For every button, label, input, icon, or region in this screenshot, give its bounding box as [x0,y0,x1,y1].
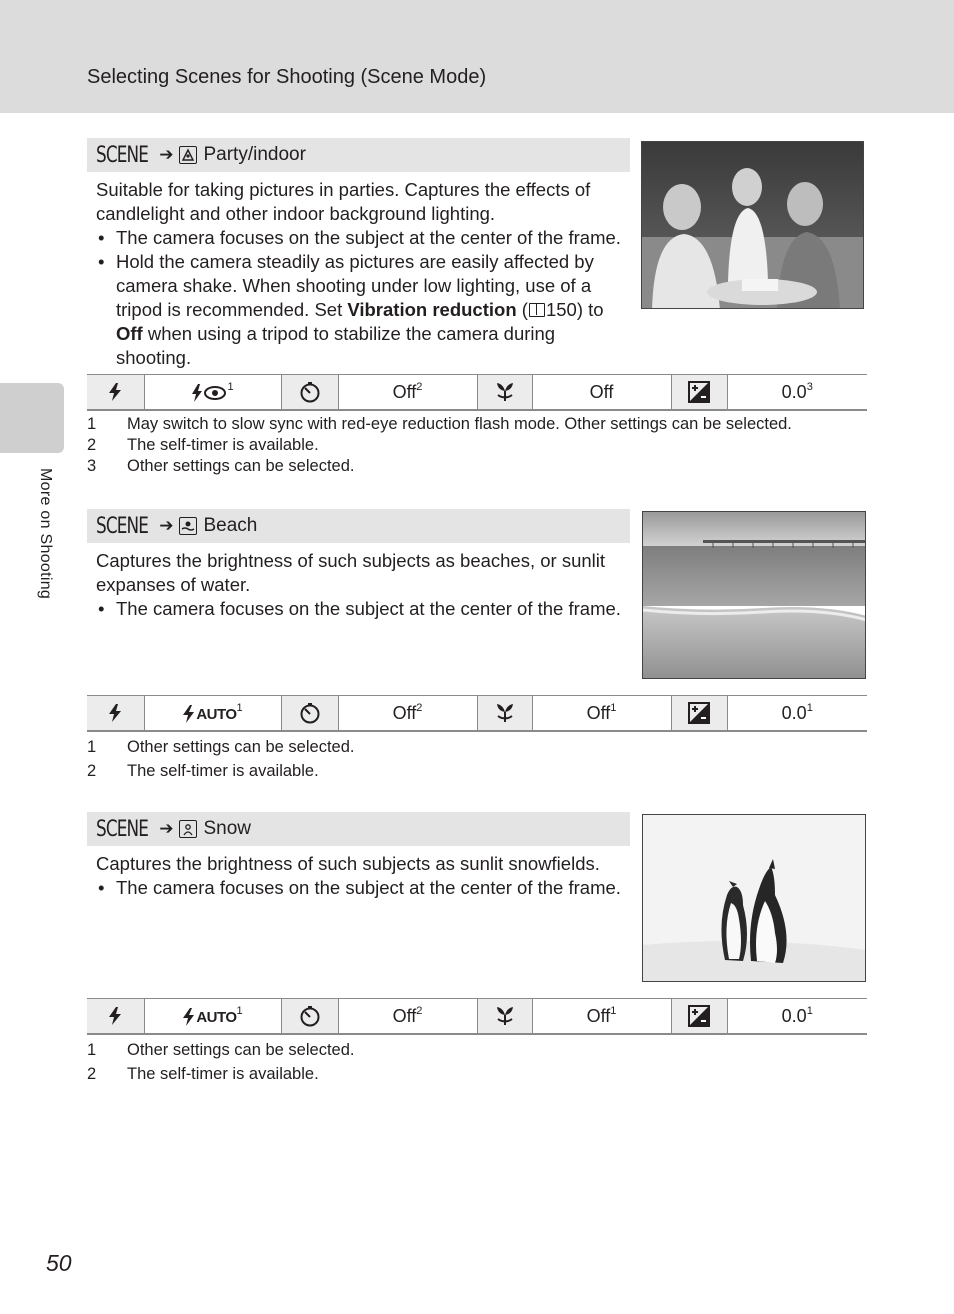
chapter-tab-label: More on Shooting [37,468,54,600]
footnote-ref: 1 [227,380,234,393]
section-body [96,852,630,900]
self-timer-icon [299,702,321,724]
bold-term: Off [116,323,143,344]
exposure-value [727,375,867,410]
footnote [87,414,792,435]
value-text: Off [392,702,417,723]
bullet-item: • The camera focuses on the subject at the center of the frame. [96,226,630,250]
footnote-ref: 2 [416,380,423,393]
footnote [87,456,792,477]
footnote-number: 2 [87,436,97,454]
exposure-compensation-icon [688,1005,710,1027]
footnote-number: 1 [87,1041,97,1059]
macro-value [532,375,671,410]
bullet-text: Hold the camera steadily as pictures are easily affected by camera shake. When shooting under low lighting, use of a tripod is recommended. Set [116,251,594,320]
value-text: Off [392,1005,417,1026]
footnote-text: The self-timer is available. [127,1065,319,1083]
footnote-text: The self-timer is available. [127,762,319,780]
macro-cell [477,999,532,1034]
footnotes [87,414,792,477]
footnote-text: Other settings can be selected. [127,457,355,475]
self-timer-cell [281,999,338,1034]
flash-mode-cell [87,696,144,731]
section-body [96,178,630,370]
bold-term: Vibration reduction [347,299,517,320]
value-text: Off [392,381,417,402]
bullet-item: • The camera focuses on the subject at the center of the frame. [96,597,630,621]
flash-icon [107,703,123,723]
page-title: Selecting Scenes for Shooting (Scene Mode) [87,66,487,88]
beach-photo [642,511,866,679]
self-timer-value [338,696,477,731]
arrow-icon: ➔ [159,819,174,838]
snow-icon [179,820,197,838]
flash-icon [107,382,123,402]
footnote-ref: 1 [806,701,813,714]
book-reference-icon [529,303,545,317]
scene-mode-icon: SCENE [96,816,149,842]
footnote-text: The self-timer is available. [127,436,319,454]
bullet-item: • The camera focuses on the subject at the center of the frame. [96,876,630,900]
macro-cell [477,375,532,410]
footnote-ref: 1 [806,1004,813,1017]
arrow-icon: ➔ [159,516,174,535]
section-heading [87,812,630,846]
exposure-compensation-icon [688,702,710,724]
footnote-ref: 2 [416,701,423,714]
footnote-text: Other settings can be selected. [127,1041,355,1059]
footnote-ref: 1 [610,701,617,714]
footnote-text: May switch to slow sync with red-eye reduction flash mode. Other settings can be selected. [127,415,792,433]
footnote [87,1062,354,1086]
value-text: Off [586,1005,611,1026]
flash-mode-cell [87,375,144,410]
footnote-ref: 1 [236,701,243,714]
value-text: 0.0 [781,381,807,402]
value-text: Off [586,702,611,723]
self-timer-icon [299,381,321,403]
section-body [96,549,630,621]
intro-text: Captures the brightness of such subjects as sunlit snowfields. [96,853,600,874]
footnote-ref: 3 [806,380,813,393]
mode-label: Party/indoor [203,144,306,165]
mode-label: Beach [203,515,258,536]
flash-auto-icon [182,1007,196,1027]
intro-text: Suitable for taking pictures in parties. Captures the effects of candlelight and other indoor background lighting. [96,179,591,224]
footnote-text: Other settings can be selected. [127,738,355,756]
flash-auto-icon [182,704,196,724]
self-timer-cell [281,375,338,410]
footnote-number: 3 [87,457,97,475]
footnotes [87,735,354,783]
footnote-number: 1 [87,415,97,433]
mode-label: Snow [203,818,251,839]
footnotes [87,1038,354,1086]
party-indoor-icon [179,146,197,164]
exposure-compensation-icon [688,381,710,403]
flash-auto-label: AUTO [196,705,237,723]
flash-mode-value [144,375,281,410]
macro-icon [494,1005,516,1027]
exposure-value [727,696,867,731]
exposure-cell [671,999,727,1034]
footnote [87,435,792,456]
arrow-icon: ➔ [159,145,174,164]
self-timer-cell [281,696,338,731]
bullet-item: • Hold the camera steadily as pictures are easily affected by camera shake. When shooting under low lighting, use of a tripod is recommended. Set Vibration reduction ( 150) to Off when using a tripod to stabilize the camera during shooting. [96,250,630,370]
settings-table [87,374,867,411]
footnote [87,759,354,783]
page-number: 50 [46,1250,72,1276]
flash-mode-value [144,999,281,1034]
section-heading [87,138,630,172]
footnote-ref: 1 [610,1004,617,1017]
flash-auto-label: AUTO [196,1008,237,1026]
exposure-value [727,999,867,1034]
footnote-ref: 2 [416,1004,423,1017]
party-photo [641,141,864,309]
exposure-cell [671,375,727,410]
self-timer-value [338,999,477,1034]
section-heading [87,509,630,543]
page-reference[interactable]: 150 [545,299,577,320]
snow-photo [642,814,866,982]
macro-value [532,999,671,1034]
footnote-number: 2 [87,762,97,780]
self-timer-value [338,375,477,410]
flash-mode-cell [87,999,144,1034]
value-text: Off [589,381,614,402]
settings-table [87,998,867,1035]
flash-icon [107,1006,123,1026]
footnote [87,735,354,759]
self-timer-icon [299,1005,321,1027]
value-text: 0.0 [781,1005,807,1026]
red-eye-flash-icon [191,383,227,403]
macro-value [532,696,671,731]
beach-icon [179,517,197,535]
macro-cell [477,696,532,731]
bullet-text: when using a tripod to stabilize the camera during shooting. [116,323,556,368]
page-header [0,0,954,113]
value-text: 0.0 [781,702,807,723]
bullet-text: to [588,299,604,320]
macro-icon [494,702,516,724]
footnote [87,1038,354,1062]
settings-table [87,695,867,732]
footnote-number: 1 [87,738,97,756]
scene-mode-icon: SCENE [96,513,149,539]
flash-mode-value [144,696,281,731]
macro-icon [494,381,516,403]
intro-text: Captures the brightness of such subjects as beaches, or sunlit expanses of water. [96,550,606,595]
footnote-number: 2 [87,1065,97,1083]
chapter-tab [0,383,64,453]
exposure-cell [671,696,727,731]
scene-mode-icon: SCENE [96,142,149,168]
footnote-ref: 1 [236,1004,243,1017]
